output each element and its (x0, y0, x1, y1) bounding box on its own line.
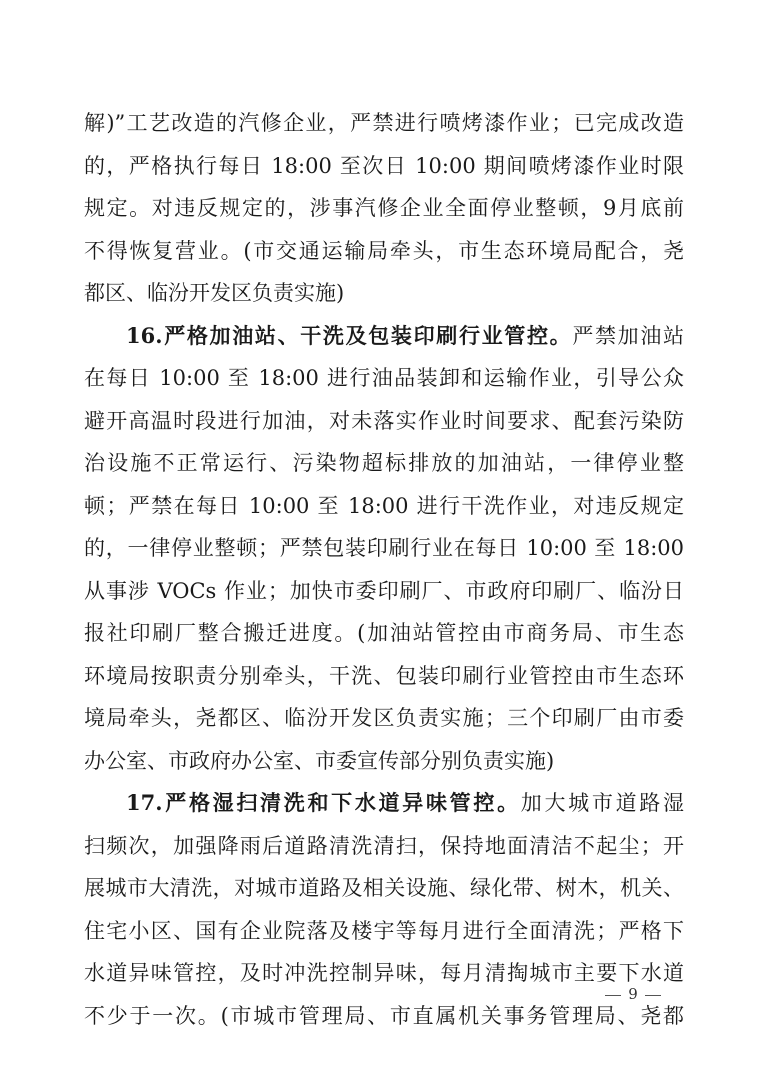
text-line: 避开高温时段进行加油，对未落实作业时间要求、配套污染防 (84, 408, 684, 433)
text-line: 顿；严禁在每日 10:00 至 18:00 进行干洗作业，对违反规定 (84, 493, 684, 518)
text-line: 规定。对违反规定的，涉事汽修企业全面停业整顿，9月底前 (84, 196, 684, 220)
text-line (84, 782, 684, 825)
page-number (588, 985, 678, 1003)
text-line: 不少于一次。(市城市管理局、市直属机关事务管理局、尧都 (84, 1003, 684, 1028)
dash-left (605, 995, 621, 996)
text-line: 治设施不正常运行、污染物超标排放的加油站，一律停业整 (84, 451, 684, 475)
heading-line-rest: 加大城市道路湿 (520, 791, 684, 815)
text-line: 的，严格执行每日 18:00 至次日 10:00 期间喷烤漆作业时限 (84, 153, 684, 178)
text-line: 报社印刷厂整合搬迁进度。(加油站管控由市商务局、市生态 (84, 621, 684, 645)
text-line: 住宅小区、国有企业院落及楼宇等每月进行全面清洗；严格下 (84, 918, 684, 943)
text-line: 水道异味管控，及时冲洗控制异味，每月清掏城市主要下水道 (84, 961, 684, 985)
body-text (84, 102, 684, 1037)
paragraph-16 (84, 315, 684, 783)
text-line: 都区、临汾开发区负责实施) (84, 281, 345, 305)
paragraph-continuation (84, 102, 684, 315)
dash-right (645, 995, 661, 996)
section-heading-16: 16.严格加油站、干洗及包装印刷行业管控。 (126, 322, 573, 348)
text-line (84, 315, 684, 358)
text-line: 办公室、市政府办公室、市委宣传部分别负责实施) (84, 748, 555, 773)
text-line: 在每日 10:00 至 18:00 进行油品装卸和运输作业，引导公众 (84, 366, 684, 390)
text-line: 从事涉 VOCs 作业；加快市委印刷厂、市政府印刷厂、临汾日 (84, 578, 684, 603)
heading-line-rest: 严禁加油站 (572, 323, 684, 348)
page-number-value: 9 (628, 985, 638, 1003)
text-line: 环境局按职责分别牵头，干洗、包装印刷行业管控由市生态环 (84, 663, 684, 688)
text-line: 解)”工艺改造的汽修企业，严禁进行喷烤漆作业；已完成改造 (84, 111, 684, 135)
text-line: 境局牵头，尧都区、临汾开发区负责实施；三个印刷厂由市委 (84, 706, 684, 730)
text-line: 的，一律停业整顿；严禁包装印刷行业在每日 10:00 至 18:00 (84, 536, 684, 560)
section-heading-17: 17.严格湿扫清洗和下水道异味管控。 (126, 790, 521, 815)
text-line: 展城市大清洗，对城市道路及相关设施、绿化带、树木，机关、 (84, 876, 684, 900)
text-line: 扫频次，加强降雨后道路清洗清扫，保持地面清洁不起尘；开 (84, 833, 684, 858)
text-line: 不得恢复营业。(市交通运输局牵头，市生态环境局配合，尧 (84, 238, 684, 263)
